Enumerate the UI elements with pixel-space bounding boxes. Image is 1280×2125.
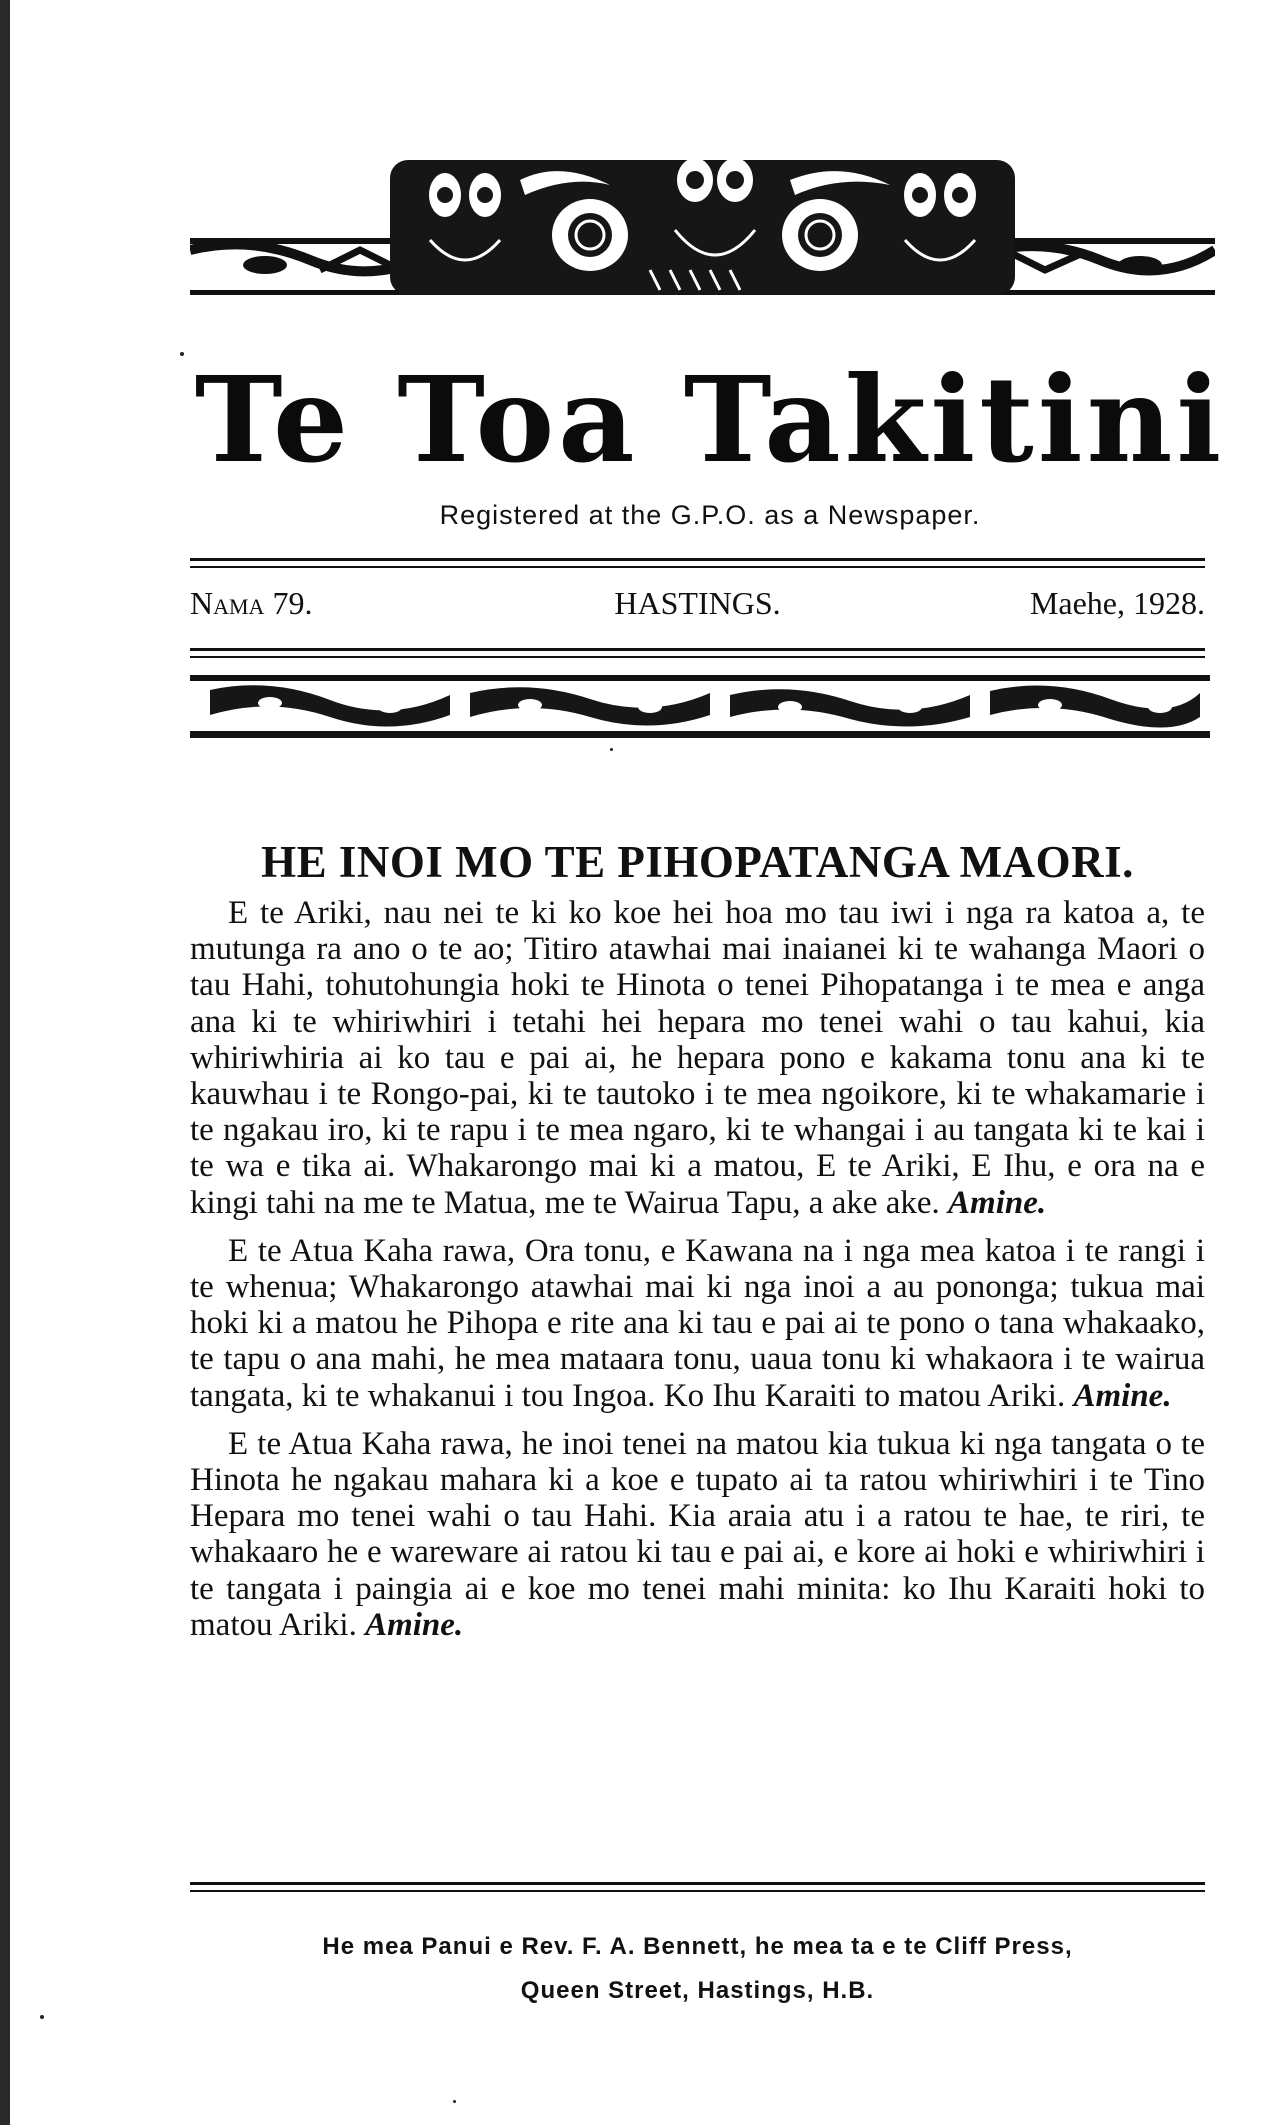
article-heading: HE INOI MO TE PIHOPATANGA MAORI. <box>261 837 1134 887</box>
newspaper-masthead-title: Te Toa Takitini <box>194 350 1226 489</box>
paragraph-closing: Amine. <box>365 1606 464 1643</box>
scan-speck <box>610 748 613 751</box>
registration-notice: Registered at the G.P.O. as a Newspaper. <box>439 500 981 530</box>
paragraph-text: E te Atua Kaha rawa, Ora tonu, e Kawana na i nga mea katoa i te rangi i te whenua; Whakarongo atawhai mai ki nga inoi a au pononga; tukua mai hoki ki a matou he Pihopa e rite ana ki tau e pai ai te pono o tana whakaako, te tapu o ana mahi, he mea mataara tonu, uaua tonu ki whakaora i te wairua tangata, ki te whakanui i tou Ingoa. Ko Ihu Karaiti to matou Ariki. <box>190 1232 1205 1414</box>
scan-speck <box>453 2100 456 2103</box>
double-rule-top <box>190 558 1205 561</box>
maori-carving-band-ornament <box>190 675 1210 740</box>
imprint-line-2: Queen Street, Hastings, H.B. <box>520 1977 875 2004</box>
issue-place: HASTINGS. <box>614 585 781 621</box>
issue-date: Maehe, 1928. <box>1029 585 1205 621</box>
double-rule-bottom <box>190 648 1205 651</box>
footer-rule <box>190 1882 1205 1885</box>
issue-info-line <box>190 585 1205 625</box>
paragraph-text: E te Atua Kaha rawa, he inoi tenei na matou kia tukua ki nga tangata o te Hinota he ngakau mahara ki a koe e tupato ai ta ratou whiriwhiri i te Tino Hepara mo tenei wahi o tau Hahi. Kia araia atu i a ratou te hae, te riri, te whakaaro he e wareware ai ratou ki tau e pai ai, e kore ai hoki e whiriwhiri i te tangata i paingia ai e koe mo tenei mahi minita: ko Ihu Karaiti hoki to matou Ariki. <box>190 1425 1205 1643</box>
printer-imprint <box>190 1925 1205 2013</box>
double-rule-top-thin <box>190 566 1205 568</box>
scan-speck <box>40 2015 44 2019</box>
prayer-paragraph-1 <box>190 895 1205 1221</box>
double-rule-bottom-thin <box>190 656 1205 658</box>
paragraph-text: E te Ariki, nau nei te ki ko koe hei hoa mo tau iwi i nga ra katoa a, te mutunga ra ano o te ao; Titiro atawhai mai inaianei ki te wahanga Maori o tau Hahi, tohutohungia hoki te Hinota o tenei Pihopatanga i te mea e anga ana ki te whiriwhiri i tetahi hei hepara mo tenei wahi o tau kahui, kia whiriwhiria ai ko tau e pai ai, he hepara pono e kakama tonu ana ki te kauwhau i te Rongo-pai, ki te tautoko i te mea ngoikore, ki te whakamarie i te ngakau iro, ki te rapu i te mea ngaro, ki te whangai i au tangata ki te kai i te wa e tika ai. Whakarongo mai ki a matou, E te Ariki, E Ihu, e ora na e kingi tahi na me te Matua, me te Wairua Tapu, a ake ake. <box>190 895 1205 1221</box>
paragraph-closing: Amine. <box>1073 1377 1172 1414</box>
footer-rule-thin <box>190 1890 1205 1892</box>
scan-page-edge <box>0 0 10 2125</box>
prayer-paragraph-2 <box>190 1233 1205 1414</box>
paragraph-closing: Amine. <box>948 1184 1047 1221</box>
imprint-line-1: He mea Panui e Rev. F. A. Bennett, he mea ta e te Cliff Press, <box>322 1933 1073 1960</box>
maori-carving-header-ornament <box>190 140 1215 305</box>
issue-number: Nama 79. <box>190 585 313 621</box>
article-body <box>190 895 1205 1655</box>
prayer-paragraph-3 <box>190 1426 1205 1643</box>
scan-speck <box>180 352 184 356</box>
